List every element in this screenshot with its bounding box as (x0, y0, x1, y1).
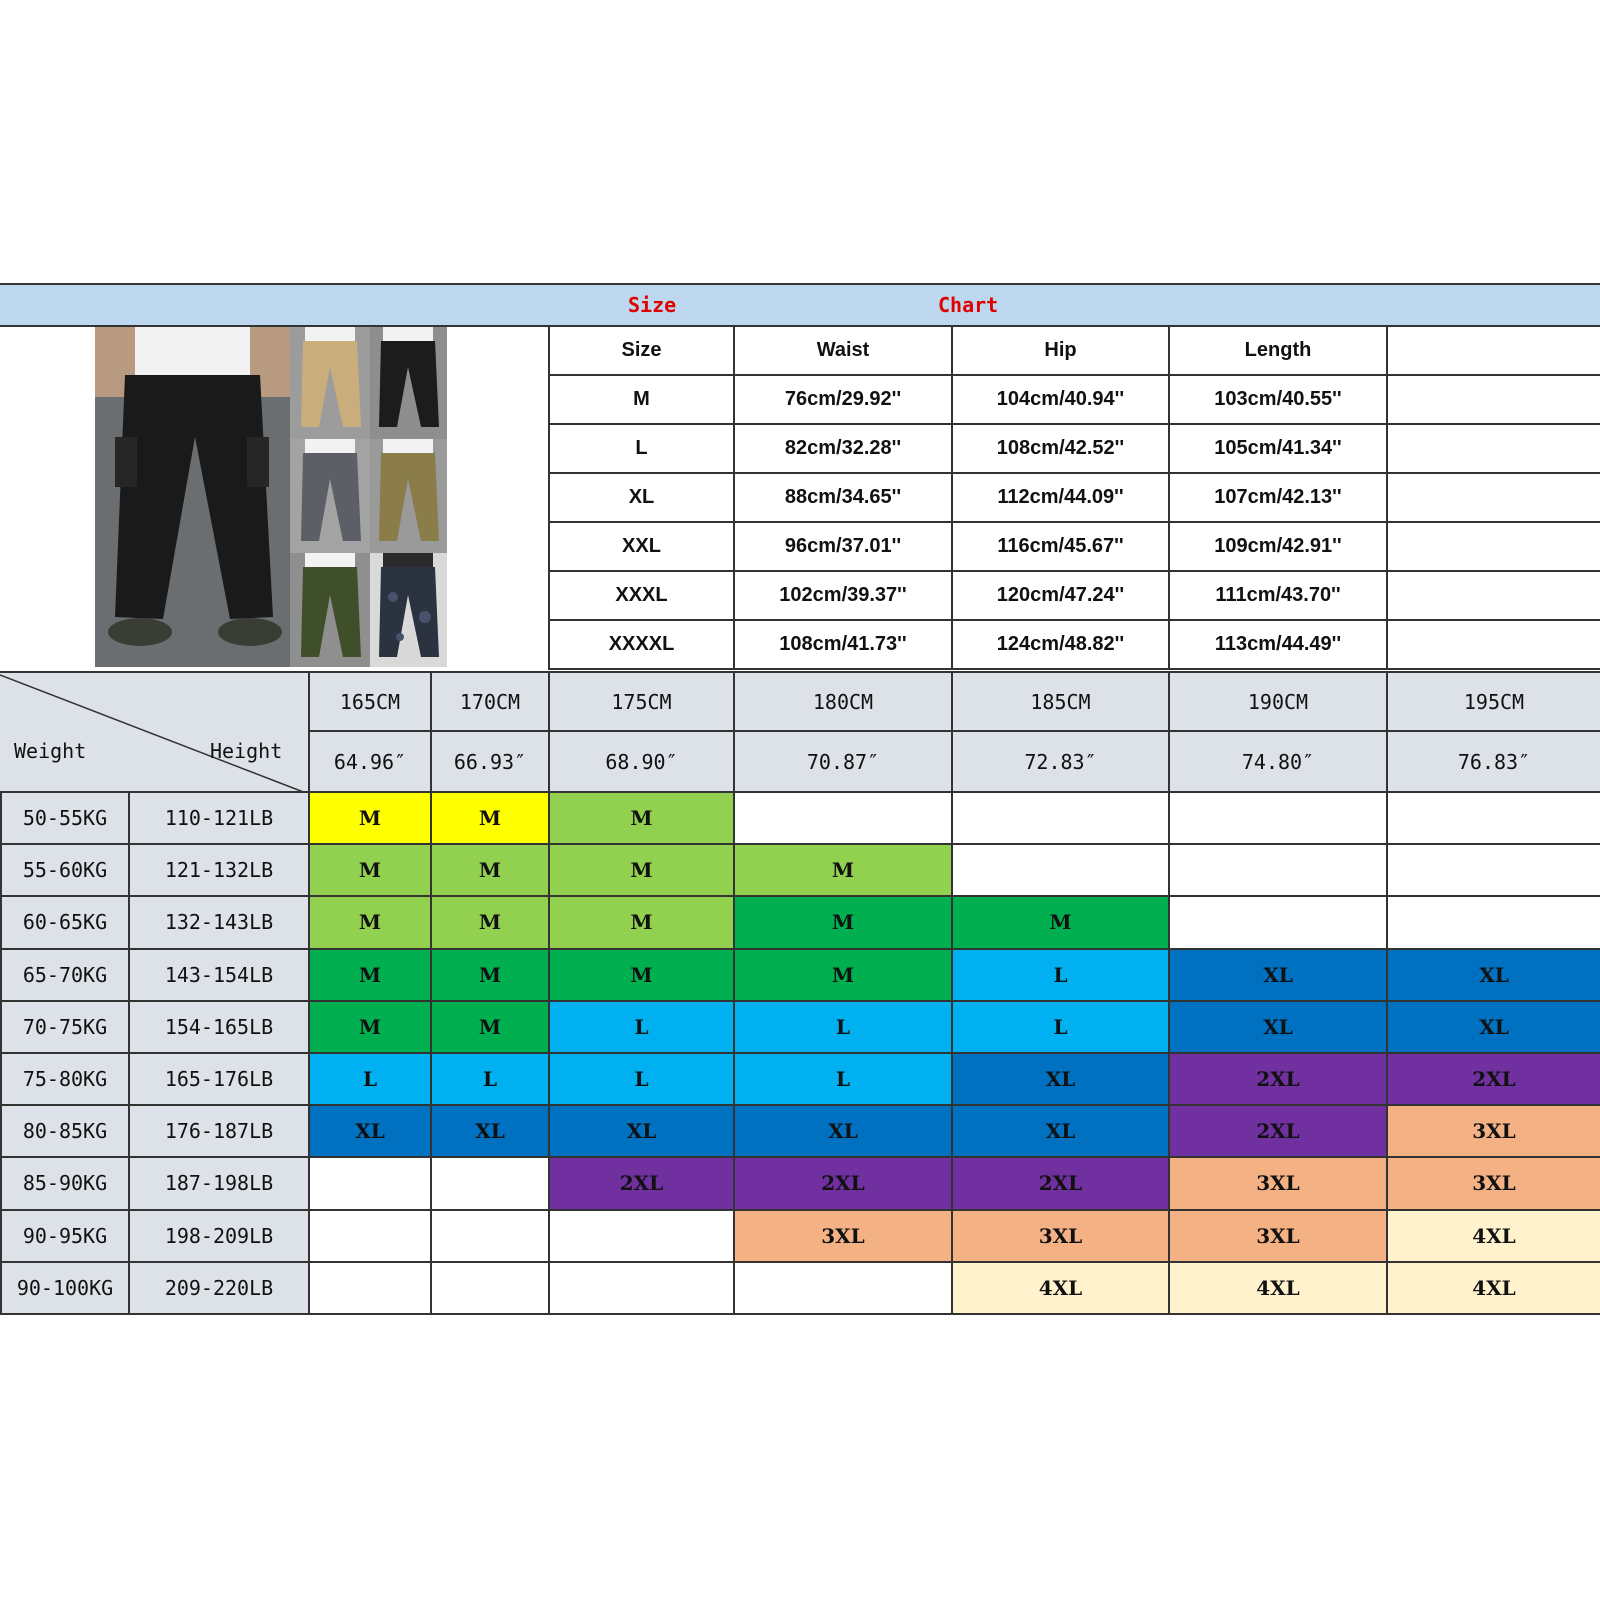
measure-cell-length: 113cm/44.49'' (1168, 621, 1386, 670)
height-cm-header: 195CM (1386, 671, 1600, 732)
gray-cargo-pants-photo (290, 439, 370, 553)
recommended-size-cell: L (548, 1002, 733, 1054)
measure-cell-extra (1386, 474, 1600, 523)
title-bar (0, 283, 1600, 327)
weight-kg-cell: 60-65KG (0, 897, 128, 949)
recommended-size-cell: 3XL (1168, 1158, 1386, 1210)
weight-lb-cell: 198-209LB (128, 1211, 308, 1263)
recommended-size-cell: 3XL (951, 1211, 1168, 1263)
recommended-size-cell: XL (548, 1106, 733, 1158)
height-in-header: 64.96″ (308, 732, 430, 793)
recommended-size-cell (1386, 897, 1600, 949)
measure-header-waist: Waist (733, 327, 951, 376)
recommended-size-cell: M (430, 845, 548, 897)
measure-header-length: Length (1168, 327, 1386, 376)
recommended-size-cell (308, 1158, 430, 1210)
measure-cell-extra (1386, 572, 1600, 621)
measure-cell-waist: 102cm/39.37'' (733, 572, 951, 621)
title-right-word: Chart (938, 293, 999, 317)
recommended-size-cell: L (430, 1054, 548, 1106)
recommended-size-cell: 2XL (733, 1158, 951, 1210)
weight-kg-cell: 50-55KG (0, 793, 128, 845)
weight-kg-cell: 80-85KG (0, 1106, 128, 1158)
recommended-size-cell: 3XL (1386, 1106, 1600, 1158)
height-in-header: 70.87″ (733, 732, 951, 793)
recommended-size-cell: XL (1386, 1002, 1600, 1054)
height-cm-header: 190CM (1168, 671, 1386, 732)
weight-lb-cell: 176-187LB (128, 1106, 308, 1158)
recommended-size-cell (430, 1211, 548, 1263)
measure-cell-length: 105cm/41.34'' (1168, 425, 1386, 474)
khaki-cargo-pants-photo (290, 327, 370, 439)
measure-cell-extra (1386, 425, 1600, 474)
recommended-size-cell: M (308, 845, 430, 897)
recommended-size-cell: M (733, 897, 951, 949)
measure-cell-waist: 108cm/41.73'' (733, 621, 951, 670)
recommended-size-cell (733, 1263, 951, 1315)
measure-cell-extra (1386, 523, 1600, 572)
recommended-size-cell: XL (951, 1106, 1168, 1158)
recommended-size-cell (1168, 845, 1386, 897)
recommended-size-cell: M (308, 1002, 430, 1054)
recommended-size-cell: M (548, 793, 733, 845)
measure-cell-hip: 104cm/40.94'' (951, 376, 1168, 425)
recommended-size-cell: M (430, 950, 548, 1002)
weight-lb-cell: 209-220LB (128, 1263, 308, 1315)
recommended-size-cell: 2XL (1168, 1054, 1386, 1106)
height-in-header: 74.80″ (1168, 732, 1386, 793)
recommended-size-cell: M (733, 845, 951, 897)
measure-cell-size: XL (548, 474, 733, 523)
recommended-size-cell: XL (1168, 950, 1386, 1002)
measure-header-extra (1386, 327, 1600, 376)
measure-cell-length: 103cm/40.55'' (1168, 376, 1386, 425)
black-cargo-pants-small-photo (370, 327, 447, 439)
weight-kg-cell: 90-100KG (0, 1263, 128, 1315)
recommended-size-cell: M (733, 950, 951, 1002)
weight-label: Weight (14, 739, 87, 763)
size-chart (0, 283, 1600, 1317)
recommended-size-cell: 2XL (1386, 1054, 1600, 1106)
measure-cell-hip: 124cm/48.82'' (951, 621, 1168, 670)
recommended-size-cell: M (430, 897, 548, 949)
weight-lb-cell: 154-165LB (128, 1002, 308, 1054)
height-cm-header: 165CM (308, 671, 430, 732)
height-in-header: 66.93″ (430, 732, 548, 793)
recommended-size-cell: M (430, 1002, 548, 1054)
measure-cell-extra (1386, 376, 1600, 425)
recommended-size-cell (308, 1263, 430, 1315)
measure-cell-length: 111cm/43.70'' (1168, 572, 1386, 621)
recommended-size-cell (430, 1263, 548, 1315)
title-left-word: Size (628, 293, 677, 317)
measure-cell-hip: 112cm/44.09'' (951, 474, 1168, 523)
recommended-size-cell (548, 1211, 733, 1263)
recommended-size-cell (733, 793, 951, 845)
measure-cell-size: XXXL (548, 572, 733, 621)
recommended-size-cell: XL (1168, 1002, 1386, 1054)
recommended-size-cell: 4XL (1386, 1211, 1600, 1263)
recommended-size-cell: M (308, 793, 430, 845)
olive-cargo-pants-photo (370, 439, 447, 553)
measure-cell-size: XXL (548, 523, 733, 572)
measure-cell-hip: 120cm/47.24'' (951, 572, 1168, 621)
weight-height-corner (0, 671, 308, 793)
recommended-size-cell: L (951, 950, 1168, 1002)
height-cm-header: 170CM (430, 671, 548, 732)
recommended-size-cell: 4XL (951, 1263, 1168, 1315)
recommended-size-cell: XL (951, 1054, 1168, 1106)
recommended-size-cell (1386, 845, 1600, 897)
product-photo-collage (95, 327, 447, 667)
weight-kg-cell: 65-70KG (0, 950, 128, 1002)
recommended-size-cell (1168, 897, 1386, 949)
measure-cell-waist: 96cm/37.01'' (733, 523, 951, 572)
recommended-size-cell: L (548, 1054, 733, 1106)
recommended-size-cell: 4XL (1168, 1263, 1386, 1315)
recommended-size-cell: 3XL (1386, 1158, 1600, 1210)
weight-lb-cell: 132-143LB (128, 897, 308, 949)
height-cm-header: 180CM (733, 671, 951, 732)
recommended-size-cell: M (308, 897, 430, 949)
measure-cell-extra (1386, 621, 1600, 670)
recommended-size-cell: L (733, 1002, 951, 1054)
recommended-size-cell: M (951, 897, 1168, 949)
recommended-size-cell (951, 793, 1168, 845)
recommended-size-cell: M (548, 845, 733, 897)
recommended-size-cell (308, 1211, 430, 1263)
weight-kg-cell: 90-95KG (0, 1211, 128, 1263)
recommended-size-cell: L (308, 1054, 430, 1106)
recommended-size-cell: M (548, 950, 733, 1002)
measure-cell-size: M (548, 376, 733, 425)
recommended-size-cell: M (548, 897, 733, 949)
recommended-size-cell (548, 1263, 733, 1315)
navy-camo-cargo-pants-photo (370, 553, 447, 667)
recommended-size-cell: 2XL (1168, 1106, 1386, 1158)
recommended-size-cell: M (308, 950, 430, 1002)
recommended-size-cell: 2XL (951, 1158, 1168, 1210)
black-cargo-pants-photo (95, 327, 290, 667)
recommended-size-cell: 2XL (548, 1158, 733, 1210)
height-in-header: 68.90″ (548, 732, 733, 793)
recommended-size-cell (1386, 793, 1600, 845)
weight-kg-cell: 85-90KG (0, 1158, 128, 1210)
army-green-cargo-pants-photo (290, 553, 370, 667)
weight-kg-cell: 70-75KG (0, 1002, 128, 1054)
weight-kg-cell: 75-80KG (0, 1054, 128, 1106)
measure-cell-waist: 76cm/29.92'' (733, 376, 951, 425)
recommended-size-cell (951, 845, 1168, 897)
recommended-size-cell: XL (1386, 950, 1600, 1002)
weight-lb-cell: 110-121LB (128, 793, 308, 845)
measure-cell-hip: 116cm/45.67'' (951, 523, 1168, 572)
measure-cell-waist: 82cm/32.28'' (733, 425, 951, 474)
recommended-size-cell (430, 1158, 548, 1210)
height-cm-header: 185CM (951, 671, 1168, 732)
recommended-size-cell: XL (308, 1106, 430, 1158)
recommended-size-cell (1168, 793, 1386, 845)
height-in-header: 72.83″ (951, 732, 1168, 793)
weight-kg-cell: 55-60KG (0, 845, 128, 897)
weight-lb-cell: 165-176LB (128, 1054, 308, 1106)
recommended-size-cell: 3XL (1168, 1211, 1386, 1263)
height-cm-header: 175CM (548, 671, 733, 732)
cargo-pants-photos (95, 327, 447, 667)
measure-cell-hip: 108cm/42.52'' (951, 425, 1168, 474)
recommended-size-cell: L (733, 1054, 951, 1106)
measure-cell-length: 107cm/42.13'' (1168, 474, 1386, 523)
recommended-size-cell: 3XL (733, 1211, 951, 1263)
weight-lb-cell: 143-154LB (128, 950, 308, 1002)
height-in-header: 76.83″ (1386, 732, 1600, 793)
recommended-size-cell: XL (733, 1106, 951, 1158)
weight-lb-cell: 187-198LB (128, 1158, 308, 1210)
measure-cell-length: 109cm/42.91'' (1168, 523, 1386, 572)
recommended-size-cell: 4XL (1386, 1263, 1600, 1315)
recommended-size-cell: L (951, 1002, 1168, 1054)
height-label: Height (210, 739, 283, 763)
measure-cell-size: L (548, 425, 733, 474)
measure-header-size: Size (548, 327, 733, 376)
weight-lb-cell: 121-132LB (128, 845, 308, 897)
recommended-size-cell: M (430, 793, 548, 845)
recommended-size-cell: XL (430, 1106, 548, 1158)
measure-cell-size: XXXXL (548, 621, 733, 670)
measure-header-hip: Hip (951, 327, 1168, 376)
measure-cell-waist: 88cm/34.65'' (733, 474, 951, 523)
